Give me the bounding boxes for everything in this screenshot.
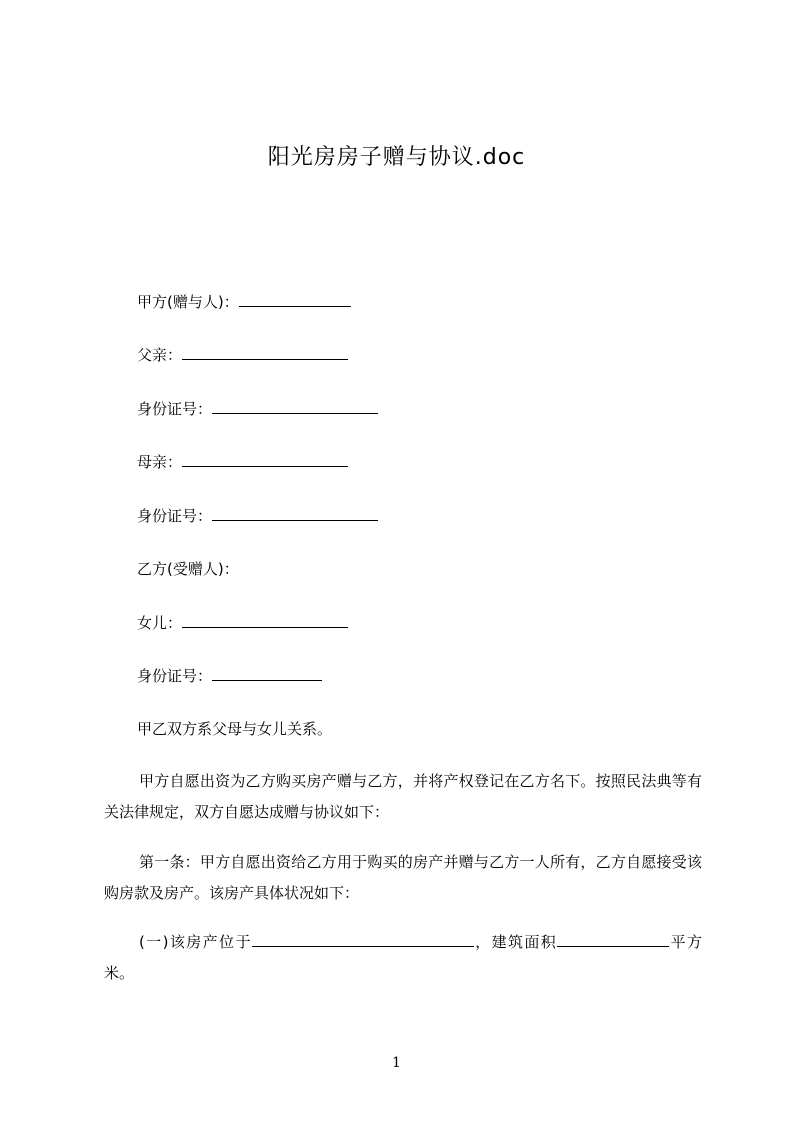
mother-label: 母亲： <box>137 453 183 471</box>
party-a-blank <box>239 292 351 307</box>
id-line-2 <box>137 506 378 526</box>
father-line <box>137 345 348 365</box>
document-title: 阳光房房子赠与协议.doc <box>267 145 526 170</box>
party-b-line <box>137 559 239 579</box>
id-line-1 <box>137 399 378 419</box>
party-a-line <box>137 292 351 312</box>
id-line-3 <box>137 666 322 686</box>
daughter-line <box>137 613 348 633</box>
party-b-label: 乙方(受赠人)： <box>137 560 239 578</box>
id-blank-2 <box>212 506 378 521</box>
id-label-2: 身份证号： <box>137 507 213 525</box>
mother-line <box>137 452 348 472</box>
intro-paragraph: 甲方自愿出资为乙方购买房产赠与乙方，并将产权登记在乙方名下。按照民法典等有关法律规定，双方自愿达成赠与协议如下： <box>104 772 702 821</box>
item-1-suffix: 平方米。 <box>104 933 702 982</box>
location-blank <box>252 932 474 947</box>
page-number: 1 <box>392 1055 401 1071</box>
item-1-middle: ，建筑面积 <box>473 933 558 951</box>
father-label: 父亲： <box>137 346 183 364</box>
party-a-label: 甲方(赠与人)： <box>137 293 239 311</box>
item-1-prefix: (一)该房产位于 <box>139 933 252 951</box>
father-blank <box>182 345 348 360</box>
article-1-paragraph: 第一条：甲方自愿出资给乙方用于购买的房产并赠与乙方一人所有，乙方自愿接受该购房款及房产。该房产具体状况如下： <box>104 853 702 902</box>
item-1-paragraph <box>104 927 702 989</box>
daughter-blank <box>182 613 348 628</box>
relation-statement: 甲乙双方系父母与女儿关系。 <box>137 720 333 738</box>
area-blank <box>557 932 669 947</box>
id-label-1: 身份证号： <box>137 400 213 418</box>
id-blank-1 <box>212 399 378 414</box>
id-label-3: 身份证号： <box>137 667 213 685</box>
daughter-label: 女儿： <box>137 614 183 632</box>
id-blank-3 <box>212 666 322 681</box>
mother-blank <box>182 452 348 467</box>
